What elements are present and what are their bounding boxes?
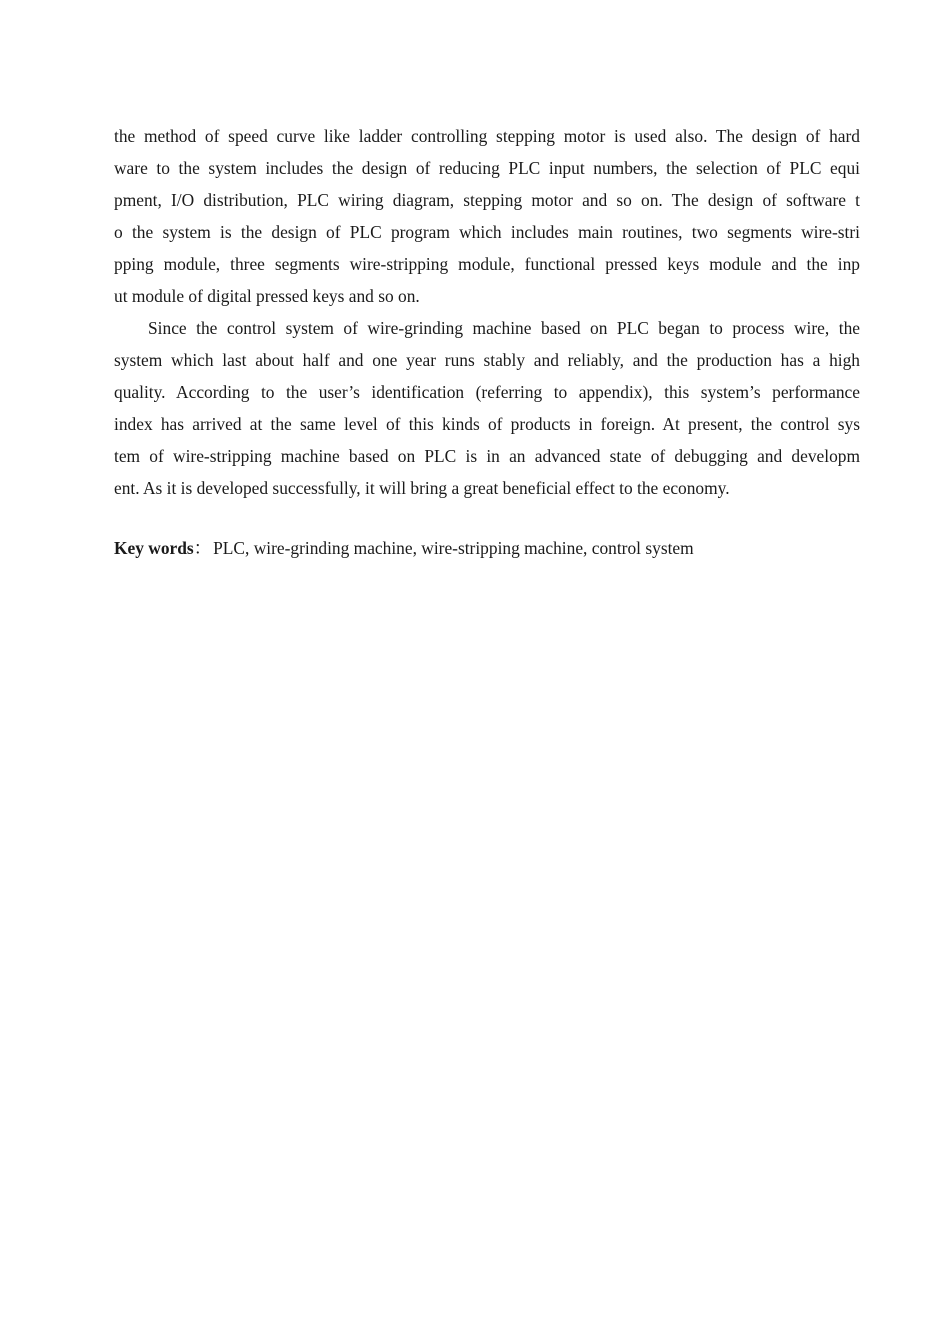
text-line: ware to the system includes the design of reducing PLC input numbers, the selection of PLC equi [114,158,860,178]
abstract-paragraph-1 [114,120,860,312]
text-line: ut module of digital pressed keys and so on. [114,286,420,306]
text-line: index has arrived at the same level of this kinds of products in foreign. At present, the control sys [114,414,860,434]
keywords-label: Key words [114,538,194,558]
text-line: pment, I/O distribution, PLC wiring diagram, stepping motor and so on. The design of software t [114,190,860,210]
text-line: Since the control system of wire-grinding machine based on PLC began to process wire, the [148,318,860,338]
text-line: ent. As it is developed successfully, it will bring a great beneficial effect to the economy. [114,478,730,498]
text-line: the method of speed curve like ladder controlling stepping motor is used also. The design of hard [114,126,860,146]
text-line: system which last about half and one year runs stably and reliably, and the production has a high [114,350,860,370]
keywords-separator: ： [193,538,212,558]
text-line: tem of wire-stripping machine based on PLC is in an advanced state of debugging and developm [114,446,860,466]
text-line: pping module, three segments wire-stripping module, functional pressed keys module and the inp [114,254,860,274]
text-line: o the system is the design of PLC program which includes main routines, two segments wire-stri [114,222,860,242]
keywords-text: PLC, wire-grinding machine, wire-stripping machine, control system [213,538,694,558]
keywords-line [114,532,860,564]
text-line: quality. According to the user’s identification (referring to appendix), this system’s performance [114,382,860,402]
abstract-paragraph-2 [114,312,860,504]
abstract-body [114,120,860,504]
